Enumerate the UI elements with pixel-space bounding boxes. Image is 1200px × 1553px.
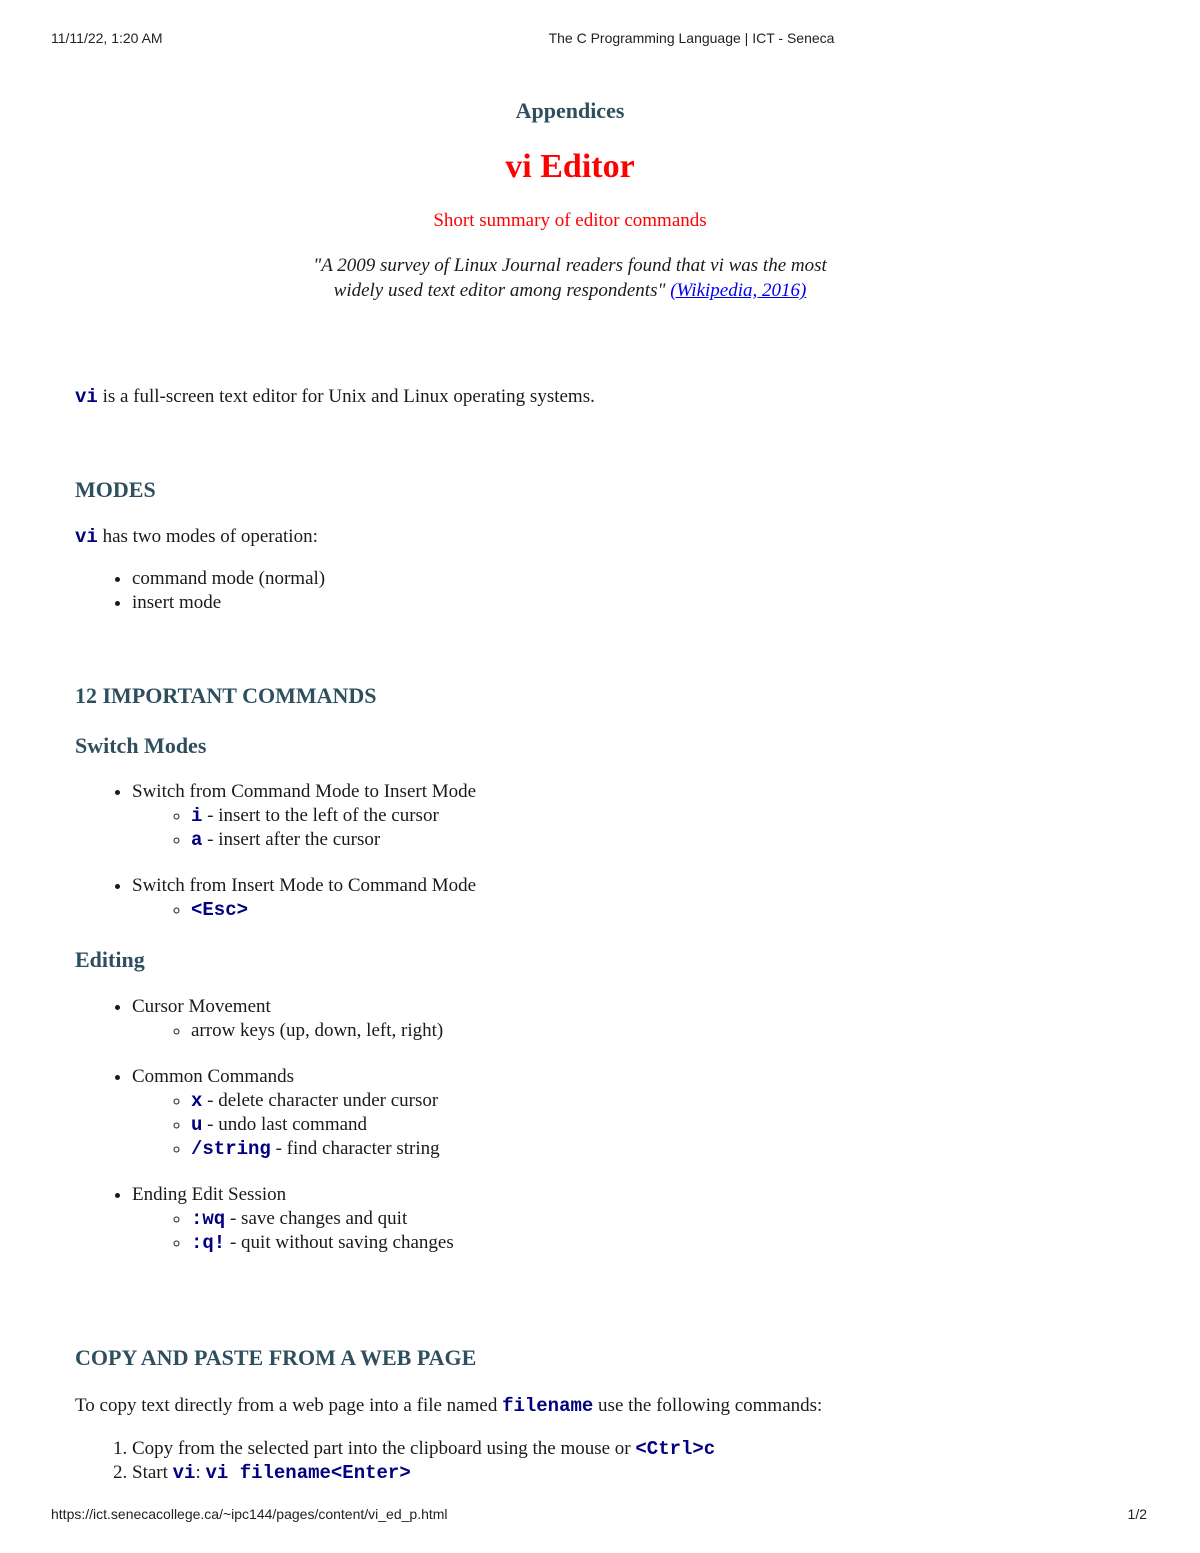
group-label: Switch from Insert Mode to Command Mode bbox=[132, 875, 477, 896]
command-code: x bbox=[191, 1090, 203, 1112]
command-desc: arrow keys (up, down, left, right) bbox=[191, 1020, 444, 1041]
command-code: :q! bbox=[191, 1232, 226, 1254]
command-code: a bbox=[191, 829, 203, 851]
list-item bbox=[132, 874, 476, 922]
list-item bbox=[191, 804, 476, 828]
group-label: Ending Edit Session bbox=[132, 1184, 287, 1205]
copy-paste-intro-after: use the following commands: bbox=[593, 1395, 823, 1416]
print-header bbox=[0, 30, 1200, 50]
list-item bbox=[132, 1461, 715, 1485]
command-code: :wq bbox=[191, 1208, 226, 1230]
command-desc: - insert after the cursor bbox=[202, 829, 381, 850]
editing-heading: Editing bbox=[75, 947, 145, 972]
list-item bbox=[191, 1089, 454, 1113]
print-url: https://ict.senecacollege.ca/~ipc144/pages/content/vi_ed_p.html bbox=[51, 1506, 448, 1522]
intro-text: is a full-screen text editor for Unix and Linux operating systems. bbox=[97, 386, 595, 407]
group-label: Cursor Movement bbox=[132, 996, 271, 1017]
wikipedia-citation-link[interactable]: (Wikipedia, 2016) bbox=[670, 280, 807, 301]
copy-paste-intro bbox=[75, 1395, 822, 1417]
quote bbox=[75, 253, 1065, 303]
quote-line-1: "A 2009 survey of Linux Journal readers found that vi was the most bbox=[313, 255, 827, 276]
list-item bbox=[191, 1019, 454, 1043]
command-desc: - save changes and quit bbox=[225, 1208, 408, 1229]
list-item bbox=[191, 1207, 454, 1231]
copy-paste-steps bbox=[75, 1437, 715, 1485]
switch-modes-list bbox=[75, 780, 476, 922]
print-footer bbox=[0, 1506, 1200, 1526]
list-item bbox=[132, 995, 454, 1043]
modes-heading: MODES bbox=[75, 477, 156, 502]
print-page-title: The C Programming Language | ICT - Seneca bbox=[548, 30, 835, 46]
list-item bbox=[191, 1113, 454, 1137]
copy-paste-intro-before: To copy text directly from a web page into a file named bbox=[75, 1395, 503, 1416]
list-item: • command mode (normal) bbox=[132, 567, 325, 591]
command-desc: - undo last command bbox=[202, 1114, 368, 1135]
copy-paste-intro-code: filename bbox=[502, 1395, 594, 1417]
group-label: Switch from Command Mode to Insert Mode bbox=[132, 781, 477, 802]
switch-modes-heading: Switch Modes bbox=[75, 733, 207, 758]
list-item bbox=[191, 898, 476, 922]
modes-intro-code: vi bbox=[75, 526, 98, 548]
list-item bbox=[191, 1231, 454, 1255]
page-subtitle: Short summary of editor commands bbox=[433, 210, 707, 231]
list-item bbox=[132, 1183, 454, 1255]
step-text: Copy from the selected part into the clipboard using the mouse or bbox=[132, 1438, 636, 1459]
modes-intro-text: has two modes of operation: bbox=[97, 526, 318, 547]
command-desc: - delete character under cursor bbox=[202, 1090, 439, 1111]
step-code: vi filename<Enter> bbox=[205, 1462, 411, 1484]
step-text: Start bbox=[132, 1462, 173, 1483]
group-label: Common Commands bbox=[132, 1066, 295, 1087]
command-desc: - quit without saving changes bbox=[225, 1232, 454, 1253]
list-item bbox=[132, 1065, 454, 1161]
list-item: • insert mode bbox=[132, 591, 325, 615]
command-code: <Esc> bbox=[191, 899, 249, 921]
modes-intro bbox=[75, 526, 318, 548]
editing-list bbox=[75, 995, 454, 1255]
command-desc: - insert to the left of the cursor bbox=[202, 805, 439, 826]
step-code: <Ctrl>c bbox=[635, 1438, 716, 1460]
page-title: vi Editor bbox=[505, 148, 635, 185]
intro-paragraph bbox=[75, 386, 595, 408]
command-code: u bbox=[191, 1114, 203, 1136]
list-item bbox=[132, 1437, 715, 1461]
command-desc: - find character string bbox=[270, 1138, 440, 1159]
command-code: i bbox=[191, 805, 203, 827]
print-date: 11/11/22, 1:20 AM bbox=[51, 30, 163, 46]
intro-code: vi bbox=[75, 386, 98, 408]
appendix-heading: Appendices bbox=[515, 98, 625, 123]
step-code: vi bbox=[172, 1462, 196, 1484]
step-text: : bbox=[195, 1462, 206, 1483]
commands-heading: 12 IMPORTANT COMMANDS bbox=[75, 683, 377, 708]
command-code: /string bbox=[191, 1138, 271, 1160]
list-item bbox=[191, 1137, 454, 1161]
copy-paste-heading: COPY AND PASTE FROM A WEB PAGE bbox=[75, 1345, 477, 1370]
list-item bbox=[191, 828, 476, 852]
list-item bbox=[132, 780, 476, 852]
print-page-number: 1/2 bbox=[1127, 1506, 1147, 1522]
modes-list bbox=[75, 567, 325, 615]
quote-line-2: widely used text editor among respondents" bbox=[333, 280, 666, 301]
